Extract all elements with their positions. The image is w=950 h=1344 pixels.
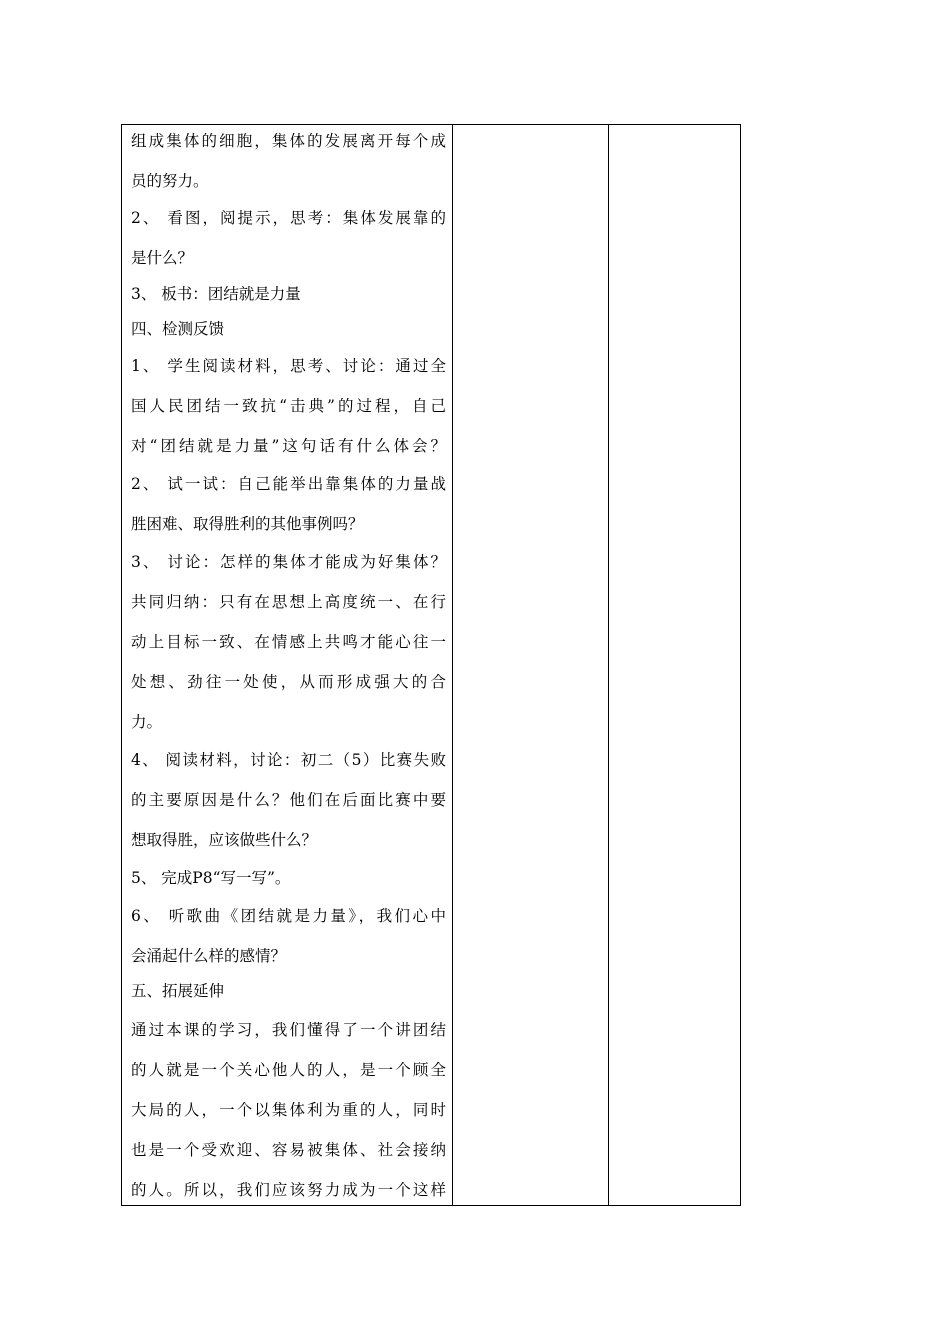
text-line: 大局的人，一个以集体利为重的人，同时 — [131, 1101, 446, 1119]
text-line: 组成集体的细胞，集体的发展离开每个成 — [131, 132, 446, 150]
section-heading: 五、拓展延伸 — [131, 982, 225, 1000]
text-line: 共同归纳：只有在思想上高度统一、在行 — [131, 593, 446, 611]
text-line: 对“团结就是力量”这句话有什么体会？ — [131, 437, 446, 455]
text-line: 通过本课的学习，我们懂得了一个讲团结 — [131, 1021, 446, 1039]
text-line: 3、 板书：团结就是力量 — [131, 285, 301, 303]
text-line: 国人民团结一致抗“击典”的过程，自己 — [131, 397, 446, 415]
text-line: 是什么？ — [131, 249, 194, 267]
section-heading: 四、检测反馈 — [131, 320, 225, 338]
text-line: 2、 看图，阅提示，思考：集体发展靠的 — [131, 209, 446, 227]
text-line: 动上目标一致、在情感上共鸣才能心往一 — [131, 633, 446, 651]
text-line: 的人。所以，我们应该努力成为一个这样 — [131, 1181, 446, 1199]
text-line: 胜困难、取得胜利的其他事例吗？ — [131, 515, 364, 533]
text-line: 的人就是一个关心他人的人，是一个顾全 — [131, 1061, 446, 1079]
text-line: 想取得胜，应该做些什么？ — [131, 831, 318, 849]
text-line: 1、 学生阅读材料，思考、讨论：通过全 — [131, 357, 446, 375]
column-divider — [452, 125, 453, 1205]
text-line: 处想、劲往一处使，从而形成强大的合 — [131, 673, 446, 691]
text-line: 2、 试一试：自己能举出靠集体的力量战 — [131, 475, 446, 493]
text-line: 5、 完成P8“写一写”。 — [131, 869, 291, 887]
text-line: 6、 听歌曲《团结就是力量》，我们心中 — [131, 907, 446, 925]
lesson-plan-table — [121, 124, 741, 1206]
text-line: 3、 讨论：怎样的集体才能成为好集体？ — [131, 553, 446, 571]
text-line: 也是一个受欢迎、容易被集体、社会接纳 — [131, 1141, 446, 1159]
column-divider — [608, 125, 609, 1205]
text-line: 会涌起什么样的感情？ — [131, 947, 287, 965]
text-line: 员的努力。 — [131, 172, 209, 190]
text-line: 4、 阅读材料，讨论：初二（5）比赛失败 — [131, 751, 446, 769]
text-line: 力。 — [131, 713, 163, 731]
text-line: 的主要原因是什么？他们在后面比赛中要 — [131, 791, 446, 809]
